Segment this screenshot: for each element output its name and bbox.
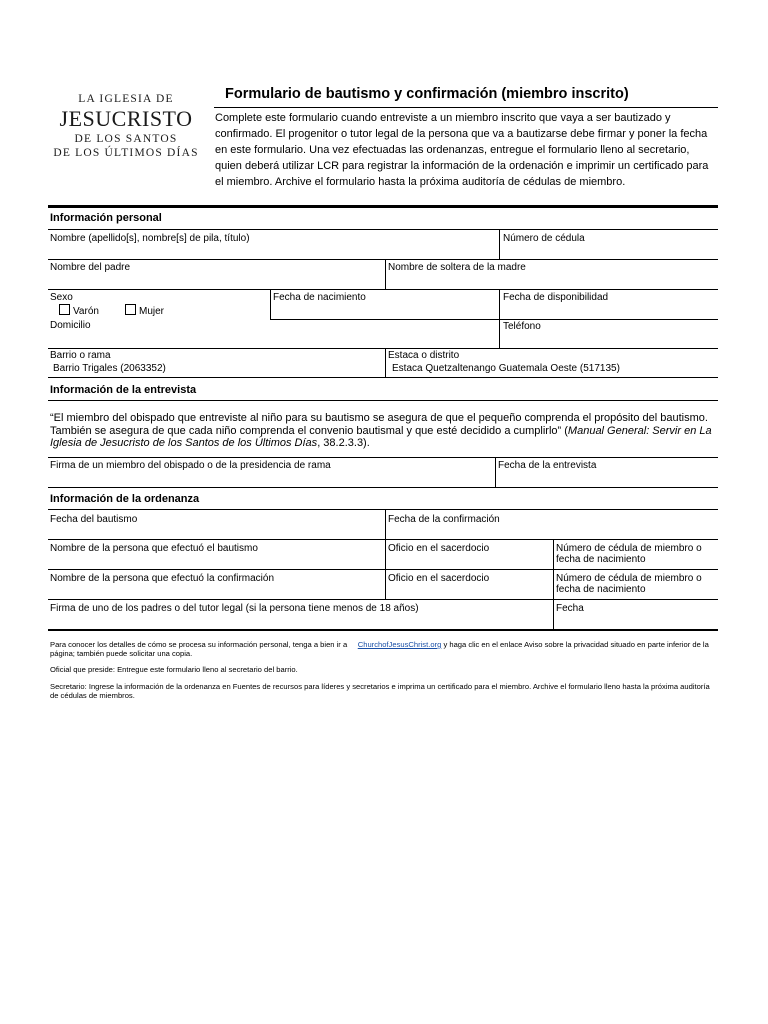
title-divider	[214, 107, 718, 108]
cell-divider	[499, 289, 500, 319]
section-heading-personal: Información personal	[50, 212, 162, 224]
interview-quote	[50, 412, 718, 450]
quote-source: Manual General: Servir en La Iglesia de Jesucristo de los Santos de los Últimos Días	[50, 424, 712, 449]
privacy-notice	[50, 640, 720, 659]
interview-date-label: Fecha de la entrevista	[498, 460, 597, 471]
logo-line-1: LA IGLESIA DE	[78, 93, 174, 105]
rule	[48, 539, 718, 540]
available-date-label: Fecha de disponibilidad	[503, 292, 609, 303]
cell-divider	[495, 457, 496, 487]
form-intro: Complete este formulario cuando entreviste a un miembro inscrito que vaya a ser bautizado y confirmado. El progenitor o tutor legal de la persona que va a bautizarse debe firmar y poner la fecha en este formulario. Una vez efectuadas las ordenanzas, entregue el formulario lleno al secretario, quien deberá utilizar LCR para registrar la información de la ordenación e imprimir un certificado para el miembro. Archive el formulario hasta la próxima auditoría de cédulas de miembro.	[215, 112, 709, 188]
section-heading-ordinance: Información de la ordenanza	[50, 493, 200, 505]
baptizer-office-label: Oficio en el sacerdocio	[388, 543, 490, 554]
bishopric-signature-label: Firma de un miembro del obispado o de la presidencia de rama	[50, 460, 331, 471]
rule	[48, 400, 718, 401]
church-logo	[48, 92, 204, 160]
cell-divider	[499, 229, 500, 259]
rule	[48, 377, 718, 378]
rule	[48, 348, 718, 349]
cell-divider	[385, 539, 386, 569]
presiding-officer-note: Oficial que preside: Entregue este formulario lleno al secretario del barrio.	[50, 665, 298, 674]
rule	[48, 289, 718, 290]
female-label: Mujer	[139, 306, 165, 317]
baptizer-name-label: Nombre de la persona que efectuó el bautismo	[50, 543, 258, 554]
parent-signature-label: Firma de uno de los padres o del tutor legal (si la persona tiene menos de 18 años)	[50, 603, 419, 614]
confirmer-name-label: Nombre de la persona que efectuó la confirmación	[50, 573, 275, 584]
logo-line-4: DE LOS ÚLTIMOS DÍAS	[53, 147, 199, 159]
section-divider-footer	[48, 629, 718, 631]
privacy-text-post: y haga clic en el enlace Aviso sobre la privacidad situado en parte inferior de la página; también puede solicitar una copia.	[50, 640, 709, 659]
mother-name-label: Nombre de soltera de la madre	[388, 262, 526, 273]
phone-label: Teléfono	[503, 321, 541, 332]
rule	[48, 457, 718, 458]
cell-divider	[385, 259, 386, 289]
cell-divider	[385, 348, 386, 377]
rule	[48, 229, 718, 230]
stake-value[interactable]: Estaca Quetzaltenango Guatemala Oeste (517135)	[392, 363, 620, 374]
privacy-link[interactable]: ChurchofJesusChrist.org	[357, 640, 442, 649]
male-checkbox[interactable]	[59, 304, 70, 315]
ward-label: Barrio o rama	[50, 350, 111, 361]
form-title: Formulario de bautismo y confirmación (miembro inscrito)	[225, 86, 629, 102]
section-heading-interview: Información de la entrevista	[50, 384, 197, 396]
logo-line-2: JESUCRISTO	[59, 106, 193, 131]
address-label: Domicilio	[50, 320, 91, 331]
sex-female-option[interactable]	[125, 304, 164, 317]
cell-divider	[499, 319, 500, 348]
male-label: Varón	[73, 306, 99, 317]
clerk-note: Secretario: Ingrese la información de la ordenanza en Fuentes de recursos para líderes y secretarios e imprima un certificado para el miembro. Archive el formulario lleno hasta la próxima auditoría de cédulas de miembros.	[50, 682, 710, 701]
sex-label: Sexo	[50, 292, 73, 303]
rule	[48, 259, 718, 260]
rule	[270, 319, 718, 320]
cell-divider	[385, 509, 386, 539]
name-label: Nombre (apellido[s], nombre[s] de pila, título)	[50, 233, 250, 244]
ward-value[interactable]: Barrio Trigales (2063352)	[53, 363, 166, 374]
confirmer-record-label: Número de cédula de miembro o fecha de nacimiento	[556, 573, 702, 595]
sex-male-option[interactable]	[59, 304, 99, 317]
rule	[48, 569, 718, 570]
cell-divider	[270, 289, 271, 319]
rule	[48, 487, 718, 488]
stake-label: Estaca o distrito	[388, 350, 460, 361]
section-divider-personal	[48, 205, 718, 208]
cell-divider	[553, 539, 554, 569]
logo-line-3: DE LOS SANTOS	[74, 133, 178, 145]
rule	[48, 509, 718, 510]
parent-signature-date-label: Fecha	[556, 603, 584, 614]
quote-text: “El miembro del obispado que entreviste al niño para su bautismo se asegura de que el pequeño comprenda el propósito del bautismo. También se asegura de que cada niño comprenda el convenio bautismal y que esté decidido a cumplirlo” (	[50, 412, 708, 437]
cell-divider	[553, 599, 554, 629]
father-name-label: Nombre del padre	[50, 262, 131, 273]
cell-divider	[385, 569, 386, 599]
baptizer-record-label: Número de cédula de miembro o fecha de nacimiento	[556, 543, 702, 565]
female-checkbox[interactable]	[125, 304, 136, 315]
quote-citation: , 38.2.3.3).	[317, 437, 370, 449]
record-number-label: Número de cédula	[503, 233, 585, 244]
birth-date-label: Fecha de nacimiento	[273, 292, 366, 303]
privacy-text-pre: Para conocer los detalles de cómo se procesa su información personal, tenga a bien ir a	[50, 640, 348, 649]
rule	[48, 599, 718, 600]
confirmation-date-label: Fecha de la confirmación	[388, 514, 500, 525]
baptism-date-label: Fecha del bautismo	[50, 514, 138, 525]
cell-divider	[553, 569, 554, 599]
confirmer-office-label: Oficio en el sacerdocio	[388, 573, 490, 584]
